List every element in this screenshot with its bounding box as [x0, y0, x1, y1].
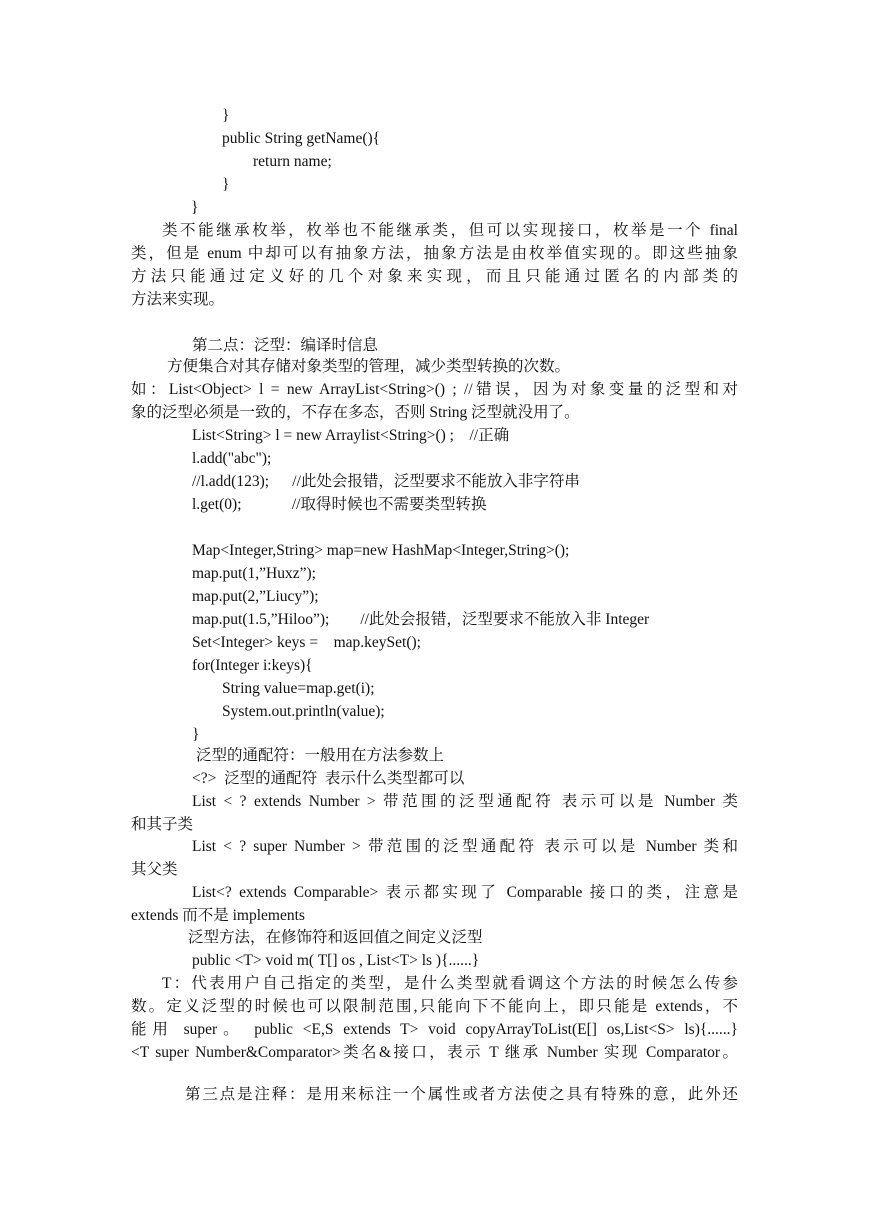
- code-line: map.put(1,”Huxz”);: [192, 565, 316, 582]
- paragraph-line: 和其子类: [131, 816, 194, 833]
- paragraph-line: <?> 泛型的通配符 表示什么类型都可以: [192, 770, 465, 787]
- paragraph-line: <T super Number&Comparator>类名&接口，表示 T 继承 Number 实现 Comparator。: [131, 1044, 738, 1061]
- code-line: return name;: [253, 153, 332, 170]
- paragraph-line: 方便集合对其存储对象类型的管理，减少类型转换的次数。: [167, 358, 571, 375]
- code-line: }: [191, 199, 199, 216]
- code-line: map.put(1.5,”Hiloo”); //此处会报错，泛型要求不能放入非 Integer: [192, 611, 650, 628]
- paragraph-line: 泛型的通配符：一般用在方法参数上: [196, 747, 445, 764]
- paragraph-line: 其父类: [131, 861, 178, 878]
- paragraph-line: List < ? super Number > 带范围的泛型通配符 表示可以是 Number 类和: [192, 838, 738, 855]
- code-line: public String getName(){: [222, 130, 381, 147]
- code-line: Map<Integer,String> map=new HashMap<Integer,String>();: [192, 542, 570, 559]
- code-line: //l.add(123); //此处会报错，泛型要求不能放入非字符串: [192, 473, 580, 490]
- code-line: }: [222, 107, 230, 124]
- paragraph-line: 类，但是 enum 中却可以有抽象方法，抽象方法是由枚举值实现的。即这些抽象: [131, 245, 738, 262]
- paragraph-line: 方法来实现。: [131, 291, 225, 308]
- paragraph-line: 方法只能通过定义好的几个对象来实现，而且只能通过匿名的内部类的: [131, 268, 738, 285]
- section-heading: 第三点是注释：是用来标注一个属性或者方法使之具有特殊的意，此外还: [185, 1086, 738, 1103]
- paragraph-line: T：代表用户自己指定的类型，是什么类型就看调这个方法的时候怎么传参: [162, 975, 738, 992]
- paragraph-line: List < ? extends Number > 带范围的泛型通配符 表示可以是 Number 类: [192, 793, 738, 810]
- code-line: map.put(2,”Liucy”);: [192, 588, 319, 605]
- paragraph-line: 数。定义泛型的时候也可以限制范围,只能向下不能向上，即只能是 extends，不: [131, 998, 738, 1015]
- code-line: System.out.println(value);: [222, 703, 385, 720]
- paragraph-line: extends 而不是 implements: [131, 907, 305, 924]
- section-heading: 第二点：泛型：编译时信息: [192, 337, 379, 354]
- paragraph-line: List<? extends Comparable> 表示都实现了 Comparable 接口的类，注意是: [192, 884, 738, 901]
- code-line: Set<Integer> keys = map.keySet();: [192, 634, 421, 651]
- paragraph-line: 能用 super。 public <E,S extends T> void copyArrayToList(E[] os,List<S> ls){......}: [131, 1021, 738, 1038]
- code-line: String value=map.get(i);: [222, 680, 375, 697]
- paragraph-line: 类不能继承枚举，枚举也不能继承类，但可以实现接口，枚举是一个 final: [162, 222, 738, 239]
- code-line: }: [222, 176, 230, 193]
- code-line: }: [192, 726, 200, 743]
- code-line: l.get(0); //取得时候也不需要类型转换: [192, 496, 487, 513]
- code-line: for(Integer i:keys){: [192, 657, 313, 674]
- paragraph-line: 象的泛型必须是一致的，不存在多态，否则 String 泛型就没用了。: [131, 404, 580, 421]
- paragraph-line: 如：List<Object> l = new ArrayList<String>() ; //错误，因为对象变量的泛型和对: [131, 381, 738, 398]
- code-line: List<String> l = new Arraylist<String>() ; //正确: [192, 427, 510, 444]
- paragraph-line: 泛型方法，在修饰符和返回值之间定义泛型: [188, 929, 483, 946]
- code-line: l.add("abc");: [192, 450, 272, 467]
- code-line: public <T> void m( T[] os , List<T> ls ){......}: [192, 952, 480, 969]
